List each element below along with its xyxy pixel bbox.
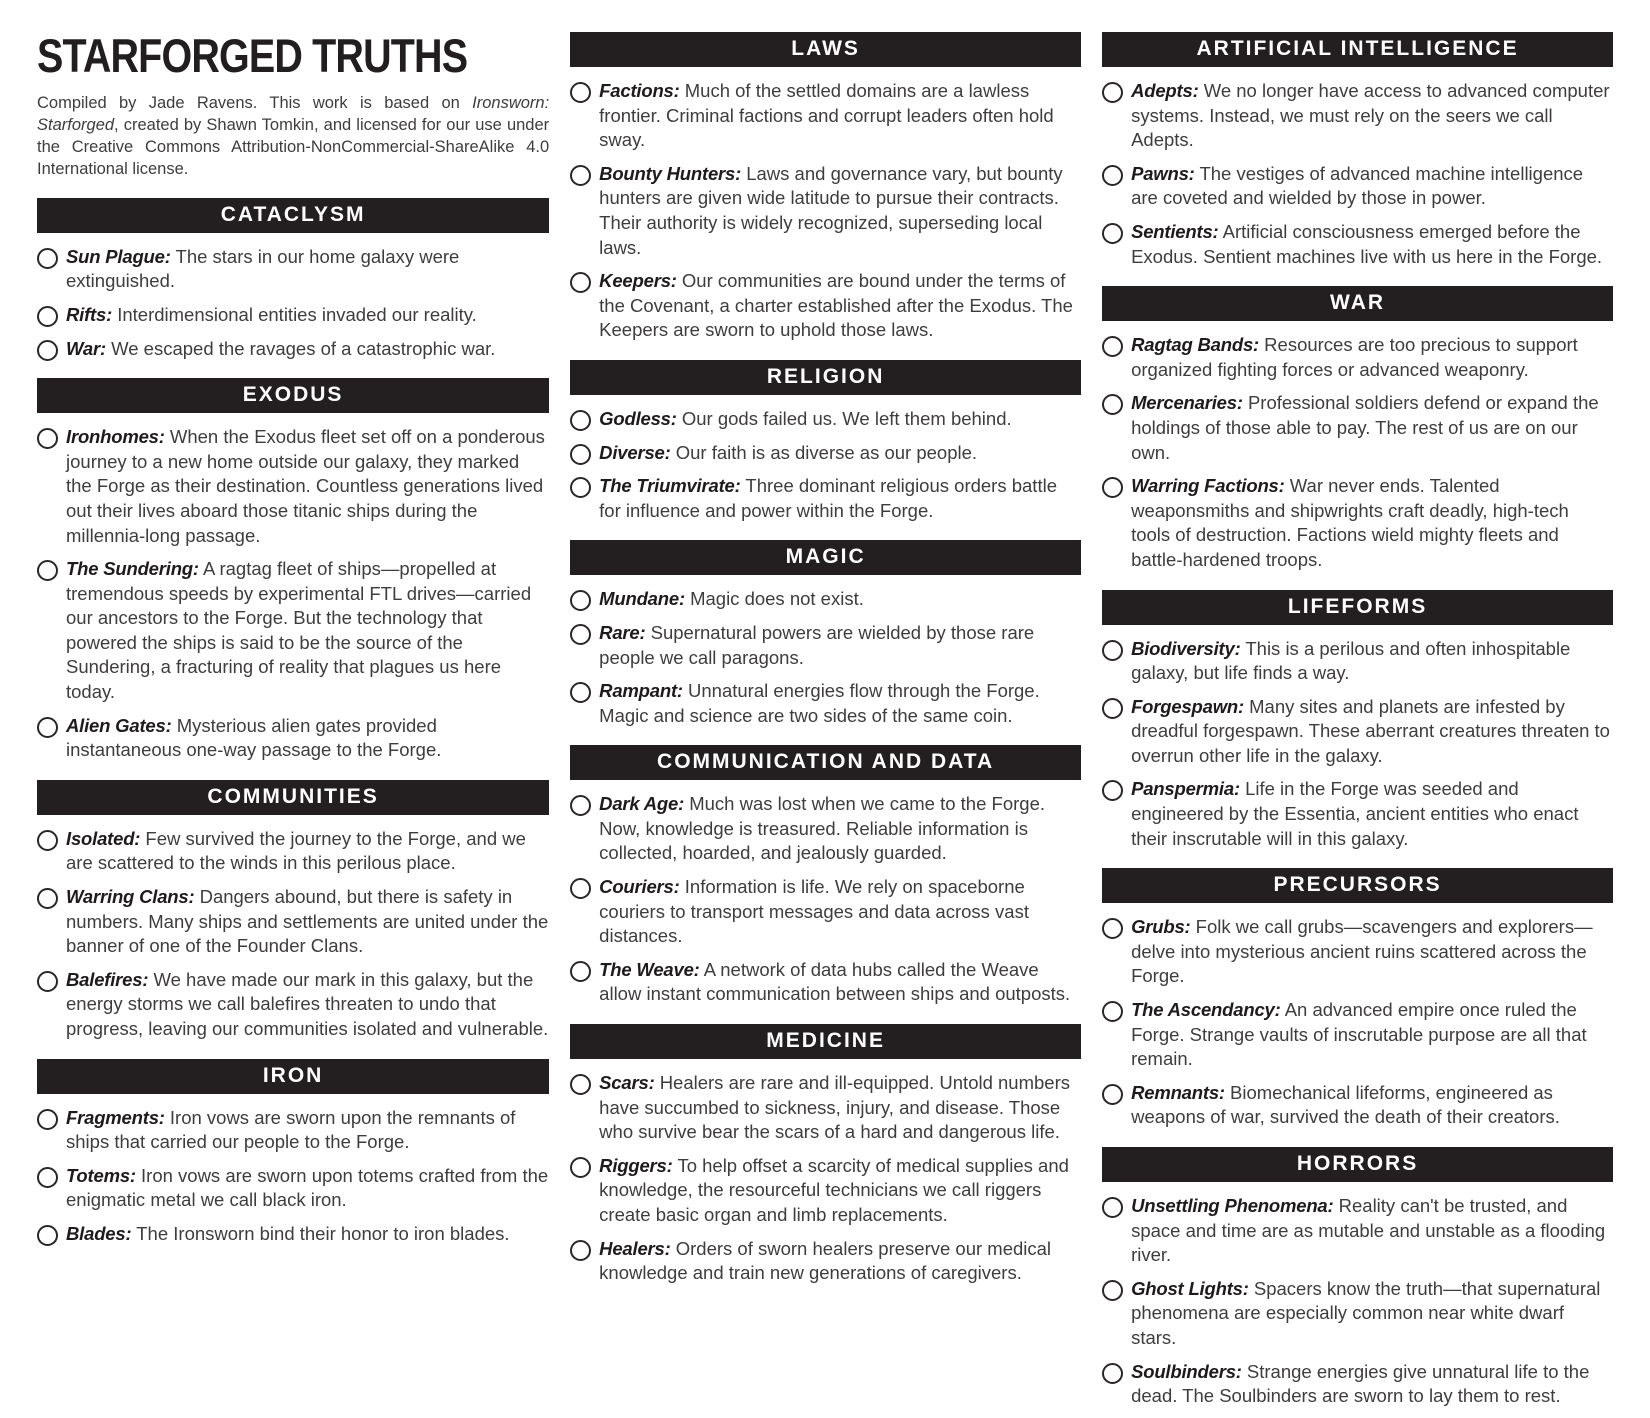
truth-checkbox-circle[interactable] [1102, 1197, 1123, 1218]
truth-option [570, 1237, 1081, 1286]
truth-checkbox-circle[interactable] [37, 888, 58, 909]
truth-option [37, 714, 549, 763]
truth-text [1131, 695, 1613, 769]
truth-text [66, 557, 549, 705]
truth-text [66, 1164, 549, 1213]
truth-option [570, 1071, 1081, 1145]
page-title-text: STARFORGED TRUTHS [37, 29, 468, 82]
truth-text [599, 792, 1081, 866]
truth-text [599, 407, 1011, 432]
truth-description: Magic does not exist. [690, 588, 864, 610]
attribution-pre: Compiled by Jade Ravens. This work is based on [37, 94, 473, 112]
truth-checkbox-circle[interactable] [37, 971, 58, 992]
truth-label: Ironhomes: [66, 426, 165, 448]
truth-checkbox-circle[interactable] [37, 1225, 58, 1246]
truth-option [570, 441, 1081, 466]
truth-description: Three dominant religious orders battle for influence and power within the Forge. [599, 475, 1057, 521]
truth-checkbox-circle[interactable] [570, 624, 591, 645]
truth-label: Grubs: [1131, 916, 1191, 938]
truth-checkbox-circle[interactable] [570, 444, 591, 465]
truth-description: Strange energies give unnatural life to the dead. The Soulbinders are sworn to lay them to rest. [1131, 1360, 1590, 1407]
truth-text [599, 474, 1081, 523]
truth-label: Ghost Lights: [1131, 1277, 1249, 1299]
truth-description: This is a perilous and often inhospitable galaxy, but life finds a way. [1131, 637, 1571, 684]
truth-option [570, 875, 1081, 949]
column-1-sections [37, 198, 549, 1247]
truth-option [37, 968, 549, 1042]
truth-description: Spacers know the truth—that supernatural phenomena are especially common near white dwarf stars. [1131, 1277, 1601, 1348]
truth-checkbox-circle[interactable] [570, 477, 591, 498]
truth-checkbox-circle[interactable] [37, 1109, 58, 1130]
truth-checkbox-circle[interactable] [570, 682, 591, 703]
truth-checkbox-circle[interactable] [1102, 223, 1123, 244]
truth-option [1102, 333, 1613, 382]
truth-description: A ragtag fleet of ships—propelled at tremendous speeds by experimental FTL drives—carried our ancestors to the Forge. But the technology that powered the ships is said to be the source of the Sundering, a fracturing of reality that plagues us here today. [66, 558, 532, 703]
truth-checkbox-circle[interactable] [1102, 640, 1123, 661]
truth-checkbox-circle[interactable] [570, 1157, 591, 1178]
column-1 [37, 29, 550, 1418]
truth-option [1102, 998, 1613, 1072]
truth-checkbox-circle[interactable] [1102, 918, 1123, 939]
truth-text [1131, 1360, 1613, 1409]
truth-text [599, 679, 1081, 728]
truth-checkbox-circle[interactable] [1102, 1280, 1123, 1301]
truth-label: The Triumvirate: [599, 475, 741, 497]
column-3-sections [1102, 32, 1613, 1409]
truth-description: Our faith is as diverse as our people. [675, 441, 978, 463]
truth-option [570, 1154, 1081, 1228]
page-title [37, 28, 549, 83]
truth-text [66, 1106, 549, 1155]
truth-label: Biodiversity: [1131, 637, 1241, 659]
truth-option [37, 337, 549, 362]
truth-label: Bounty Hunters: [599, 162, 742, 184]
truth-option [1102, 777, 1613, 851]
truth-option [37, 245, 549, 294]
truth-label: The Weave: [599, 958, 700, 980]
section-artificial-intelligence [1102, 32, 1613, 269]
truth-checkbox-circle[interactable] [1102, 82, 1123, 103]
truth-label: Warring Factions: [1131, 475, 1285, 497]
truth-text [66, 425, 549, 548]
truth-checkbox-circle[interactable] [1102, 336, 1123, 357]
truth-text [1131, 1277, 1613, 1351]
truth-text [1131, 777, 1613, 851]
truth-label: Remnants: [1131, 1081, 1225, 1103]
truth-label: Healers: [599, 1237, 671, 1259]
truth-option [1102, 220, 1613, 269]
truth-description: Our communities are bound under the terms of the Covenant, a charter established after the Exodus. The Keepers are sworn to uphold those laws. [599, 270, 1073, 341]
truth-option [570, 958, 1081, 1007]
truth-option [1102, 637, 1613, 686]
section-header: MAGIC [570, 540, 1081, 575]
section-header: LAWS [570, 32, 1081, 67]
truth-option [37, 827, 549, 876]
truth-checkbox-circle[interactable] [37, 306, 58, 327]
section-precursors [1102, 868, 1613, 1130]
truth-option [1102, 1277, 1613, 1351]
truth-option [1102, 1360, 1613, 1409]
section-communication-and-data [570, 745, 1081, 1007]
section-communities [37, 780, 549, 1042]
section-religion [570, 360, 1081, 523]
truth-text [66, 827, 549, 876]
truth-label: Keepers: [599, 270, 677, 292]
truth-text [1131, 391, 1613, 465]
truth-checkbox-circle[interactable] [37, 717, 58, 738]
attribution-work-name: Ironsworn: Starforged [37, 94, 550, 134]
truth-label: Blades: [66, 1222, 132, 1244]
truth-option [570, 162, 1081, 260]
truth-text [599, 875, 1081, 949]
truth-checkbox-circle[interactable] [1102, 1001, 1123, 1022]
truth-option [570, 621, 1081, 670]
truth-description: Biomechanical lifeforms, engineered as weapons of war, survived the death of their creators. [1131, 1081, 1560, 1128]
truth-label: Diverse: [599, 441, 671, 463]
truth-option [570, 792, 1081, 866]
truth-option [1102, 695, 1613, 769]
truth-label: Dark Age: [599, 793, 685, 815]
truth-option [37, 885, 549, 959]
truth-label: Sentients: [1131, 220, 1219, 242]
truth-label: Isolated: [66, 827, 141, 849]
truth-label: Alien Gates: [66, 714, 172, 736]
section-header: IRON [37, 1059, 549, 1094]
truth-label: Rare: [599, 621, 646, 643]
section-header: MEDICINE [570, 1024, 1081, 1059]
truth-text [599, 1154, 1081, 1228]
truth-checkbox-circle[interactable] [37, 248, 58, 269]
truth-label: Fragments: [66, 1106, 165, 1128]
truth-checkbox-circle[interactable] [570, 272, 591, 293]
truth-label: Mercenaries: [1131, 392, 1243, 414]
truth-description: We escaped the ravages of a catastrophic war. [111, 337, 496, 359]
truth-label: Couriers: [599, 876, 680, 898]
truth-text [1131, 915, 1613, 989]
truth-text [599, 1071, 1081, 1145]
truth-label: Ragtag Bands: [1131, 334, 1260, 356]
truth-description: Dangers abound, but there is safety in numbers. Many ships and settlements are united under the banner of one of the Founder Clans. [66, 886, 549, 957]
section-header: HORRORS [1102, 1147, 1613, 1182]
truth-checkbox-circle[interactable] [1102, 1084, 1123, 1105]
truth-description: Information is life. We rely on spaceborne couriers to transport messages and data across vast distances. [599, 876, 1029, 947]
section-iron [37, 1059, 549, 1247]
truth-text [1131, 637, 1613, 686]
truth-label: The Ascendancy: [1131, 999, 1281, 1021]
truth-label: Sun Plague: [66, 245, 171, 267]
truth-description: The stars in our home galaxy were extinguished. [66, 245, 460, 292]
truth-description: An advanced empire once ruled the Forge. Strange vaults of inscrutable purpose are all that remain. [1131, 999, 1587, 1070]
truth-label: Warring Clans: [66, 886, 195, 908]
truth-text [599, 269, 1081, 343]
section-header: WAR [1102, 286, 1613, 321]
truth-description: The vestiges of advanced machine intelligence are coveted and wielded by those in power. [1131, 162, 1584, 209]
column-2 [570, 32, 1081, 1418]
truth-option [37, 1164, 549, 1213]
section-header: COMMUNICATION AND DATA [570, 745, 1081, 780]
truth-checkbox-circle[interactable] [37, 830, 58, 851]
section-header: RELIGION [570, 360, 1081, 395]
truth-label: Rifts: [66, 303, 113, 325]
truth-description: A network of data hubs called the Weave allow instant communication between ships and outposts. [599, 958, 1071, 1005]
truth-text [1131, 162, 1613, 211]
truth-description: Resources are too precious to support organized fighting forces or advanced weaponry. [1131, 334, 1578, 380]
truth-label: Totems: [66, 1164, 136, 1186]
truth-text [1131, 220, 1613, 269]
section-header: COMMUNITIES [37, 780, 549, 815]
truth-description: We no longer have access to advanced computer systems. Instead, we must rely on the seers we call Adepts. [1131, 80, 1610, 151]
truth-description: When the Exodus fleet set off on a ponderous journey to a new home outside our galaxy, they marked the Forge as their destination. Countless generations lived out their lives aboard those titanic ships during the millennia-long passage. [66, 426, 545, 546]
truth-label: Rampant: [599, 680, 683, 702]
section-header: EXODUS [37, 378, 549, 413]
truth-label: Balefires: [66, 968, 149, 990]
truth-description: War never ends. Talented weaponsmiths and shipwrights craft deadly, high-tech tools of destruction. Factions wield mighty fleets and battle-hardened troops. [1131, 475, 1569, 570]
truth-option [570, 474, 1081, 523]
truth-text [66, 968, 549, 1042]
truth-option [570, 587, 1081, 612]
truth-label: Panspermia: [1131, 778, 1240, 800]
truth-checkbox-circle[interactable] [37, 1167, 58, 1188]
truth-label: Forgespawn: [1131, 695, 1244, 717]
truth-checkbox-circle[interactable] [1102, 698, 1123, 719]
truth-description: Unnatural energies flow through the Forge. Magic and science are two sides of the same coin. [599, 680, 1040, 726]
truth-text [66, 337, 495, 362]
truth-option [570, 269, 1081, 343]
truth-description: Many sites and planets are infested by dreadful forgespawn. These aberrant creatures threaten to overrun other life in the galaxy. [1131, 695, 1610, 766]
truth-description: Laws and governance vary, but bounty hunters are given wide latitude to pursue their contracts. Their authority is widely recognized, superseding local laws. [599, 162, 1063, 258]
truth-label: Riggers: [599, 1154, 673, 1176]
truth-text [1131, 1081, 1613, 1130]
section-exodus [37, 378, 549, 763]
truth-description: Healers are rare and ill-equipped. Untold numbers have succumbed to sickness, injury, and disease. Those who survive bear the scars of a hard and dangerous life. [599, 1072, 1070, 1143]
truth-text [66, 303, 477, 328]
truth-option [37, 425, 549, 548]
truth-option [1102, 391, 1613, 465]
truth-text [66, 885, 549, 959]
truth-text [599, 587, 864, 612]
truth-description: Professional soldiers defend or expand the holdings of those able to pay. The rest of us are on our own. [1131, 392, 1599, 463]
section-horrors [1102, 1147, 1613, 1409]
truth-text [1131, 474, 1613, 572]
truth-description: To help offset a scarcity of medical supplies and knowledge, the resourceful technicians we call riggers create basic organ and limb replacements. [599, 1154, 1069, 1225]
truth-description: Life in the Forge was seeded and engineered by the Essentia, ancient entities who enact their inscrutable will in this galaxy. [1131, 778, 1579, 849]
truth-text [66, 714, 549, 763]
truth-option [37, 1222, 549, 1247]
column-3 [1102, 32, 1613, 1418]
truth-label: Unsettling Phenomena: [1131, 1195, 1334, 1216]
truth-description: Mysterious alien gates provided instantaneous one-way passage to the Forge. [66, 714, 442, 761]
section-header: LIFEFORMS [1102, 590, 1613, 625]
truth-description: We have made our mark in this galaxy, but the energy storms we call balefires threaten to undo that progress, leaving our communities isolated and vulnerable. [66, 968, 549, 1039]
truth-option [37, 303, 549, 328]
truth-text [1131, 1194, 1613, 1268]
truth-text [1131, 79, 1613, 153]
truth-description: Our gods failed us. We left them behind. [681, 407, 1012, 429]
truth-description: Artificial consciousness emerged before the Exodus. Sentient machines live with us here in the Forge. [1131, 220, 1603, 267]
truth-label: Factions: [599, 80, 680, 101]
truth-description: Much of the settled domains are a lawless frontier. Criminal factions and corrupt leaders often hold sway. [599, 80, 1054, 151]
truth-option [1102, 79, 1613, 153]
truth-description: Folk we call grubs—scavengers and explorers—delve into mysterious ancient ruins scattered across the Forge. [1131, 916, 1593, 987]
truth-checkbox-circle[interactable] [570, 82, 591, 103]
truth-checkbox-circle[interactable] [1102, 477, 1123, 498]
truth-text [599, 958, 1081, 1007]
truth-text [599, 1237, 1081, 1286]
truth-label: Godless: [599, 407, 677, 429]
truth-description: Much was lost when we came to the Forge. Now, knowledge is treasured. Reliable information is collected, hoarded, and jealously guarded. [599, 793, 1045, 864]
truth-option [1102, 915, 1613, 989]
truth-text [1131, 998, 1613, 1072]
truth-description: The Ironsworn bind their honor to iron blades. [136, 1222, 510, 1244]
truth-option [1102, 1081, 1613, 1130]
truth-checkbox-circle[interactable] [1102, 780, 1123, 801]
section-war [1102, 286, 1613, 572]
truth-option [1102, 162, 1613, 211]
truth-text [599, 621, 1081, 670]
truth-checkbox-circle[interactable] [37, 560, 58, 581]
truth-description: Supernatural powers are wielded by those rare people we call paragons. [599, 621, 1035, 668]
section-header: ARTIFICIAL INTELLIGENCE [1102, 32, 1613, 67]
truth-text [66, 245, 549, 294]
truth-description: Orders of sworn healers preserve our medical knowledge and train new generations of caregivers. [599, 1237, 1052, 1284]
truth-checkbox-circle[interactable] [570, 165, 591, 186]
truth-checkbox-circle[interactable] [1102, 394, 1123, 415]
section-laws [570, 32, 1081, 343]
truth-description: Few survived the journey to the Forge, and we are scattered to the winds in this perilous place. [66, 827, 526, 874]
truth-label: War: [66, 337, 106, 359]
truth-option [570, 407, 1081, 432]
truth-checkbox-circle[interactable] [570, 1074, 591, 1095]
section-header: PRECURSORS [1102, 868, 1613, 903]
truth-description: Reality can't be trusted, and space and time are as mutable and unstable as a flooding river. [1131, 1195, 1606, 1266]
attribution [37, 93, 549, 181]
truth-option [570, 679, 1081, 728]
truth-label: The Sundering: [66, 558, 199, 580]
truth-checkbox-circle[interactable] [1102, 1363, 1123, 1384]
column-2-sections [570, 32, 1081, 1286]
section-cataclysm [37, 198, 549, 361]
truth-checkbox-circle[interactable] [1102, 165, 1123, 186]
truth-option [37, 557, 549, 705]
section-magic [570, 540, 1081, 728]
truth-label: Mundane: [599, 588, 685, 610]
section-lifeforms [1102, 590, 1613, 852]
truth-description: Interdimensional entities invaded our reality. [117, 303, 477, 325]
truth-checkbox-circle[interactable] [570, 410, 591, 431]
attribution-post: , created by Shawn Tomkin, and licensed for our use under the Creative Commons Attribution-NonCommercial-ShareAlike 4.0 International license. [37, 115, 550, 178]
truth-text [599, 162, 1081, 260]
truth-checkbox-circle[interactable] [37, 340, 58, 361]
truth-checkbox-circle[interactable] [570, 1240, 591, 1261]
truth-checkbox-circle[interactable] [37, 428, 58, 449]
truth-option [1102, 474, 1613, 572]
truth-checkbox-circle[interactable] [570, 590, 591, 611]
truth-checkbox-circle[interactable] [570, 795, 591, 816]
section-header: CATACLYSM [37, 198, 549, 233]
truth-checkbox-circle[interactable] [570, 878, 591, 899]
truth-option [1102, 1194, 1613, 1268]
truth-option [570, 79, 1081, 153]
truth-text [599, 441, 977, 466]
truth-label: Scars: [599, 1072, 655, 1094]
truth-text [599, 79, 1081, 153]
truth-label: Pawns: [1131, 162, 1195, 184]
truth-text [1131, 333, 1613, 382]
section-medicine [570, 1024, 1081, 1286]
truth-description: Iron vows are sworn upon the remnants of ships that carried our people to the Forge. [66, 1106, 516, 1153]
truth-option [37, 1106, 549, 1155]
truth-label: Soulbinders: [1131, 1360, 1242, 1382]
truth-text [66, 1222, 510, 1247]
truth-description: Iron vows are sworn upon totems crafted from the enigmatic metal we call black iron. [66, 1164, 549, 1211]
truth-checkbox-circle[interactable] [570, 961, 591, 982]
truth-label: Adepts: [1131, 80, 1199, 101]
